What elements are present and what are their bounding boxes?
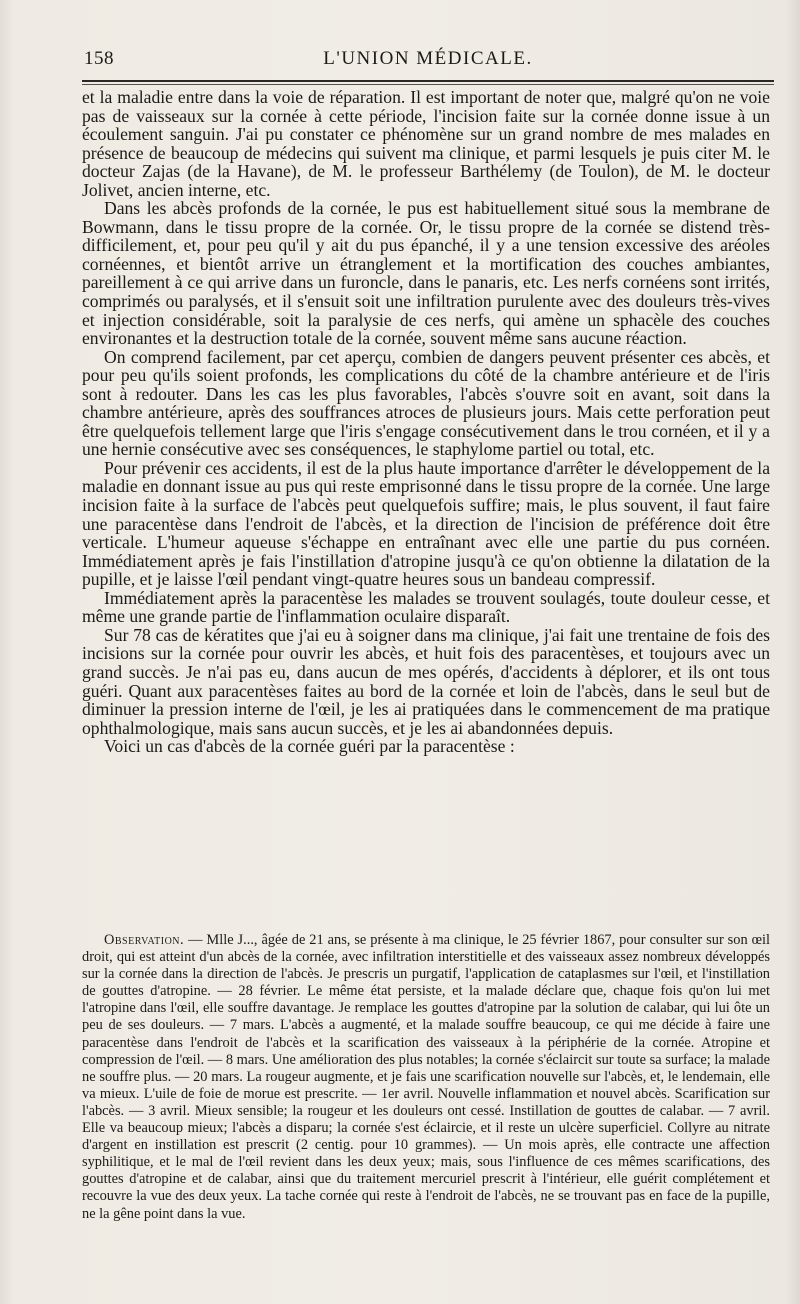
main-text bbox=[82, 88, 770, 756]
header-rule-thin bbox=[82, 84, 774, 85]
paragraph: Dans les abcès profonds de la cornée, le pus est habituellement situé sous la membrane de Bowmann, dans le tissu propre de la cornée. Or, le tissu propre de la cornée se distend très-difficilement, et, pour peu qu'il y ait du pus épanché, il y a une tension excessive des aréoles cornéennes, et bientôt arrive un étranglement et la mortification des couches ambiantes, pareillement à ce qui arrive dans un furoncle, dans le panaris, etc. Les nerfs cornéens sont irrités, comprimés ou paralysés, et il s'ensuit soit une infiltration purulente avec des douleurs très-vives et injection considérable, soit la paralysie de ces nerfs, qui amène un sphacèle des couches environantes et la destruction totale de la cornée, souvent même sans aucune réaction. bbox=[82, 198, 770, 349]
running-title: L'UNION MÉDICALE. bbox=[323, 48, 533, 69]
page-number: 158 bbox=[84, 48, 114, 69]
observation-block bbox=[82, 932, 770, 1223]
paragraph: Immédiatement après la paracentèse les malades se trouvent soulagés, toute douleur cesse, et même une grande partie de l'inflammation oculaire disparaît. bbox=[82, 587, 770, 627]
observation-paragraph bbox=[82, 932, 770, 1223]
observation-label: Observation. bbox=[104, 932, 185, 948]
paragraph: et la maladie entre dans la voie de réparation. Il est important de noter que, malgré qu'on ne voie pas de vaisseaux sur la cornée à cette période, l'incision faite sur la cornée donne issue à un écoulement sanguin. J'ai pu constater ce phénomène sur un grand nombre de mes malades en présence de beaucoup de médecins qui suivent ma clinique, et parmi lesquels je puis citer M. le docteur Zajas (de la Havane), de M. le professeur Barthélemy (de Toulon), de M. le docteur Jolivet, ancien interne, etc. bbox=[82, 87, 770, 200]
paragraph: Voici un cas d'abcès de la cornée guéri par la paracentèse : bbox=[104, 736, 515, 757]
paragraph: On comprend facilement, par cet aperçu, combien de dangers peuvent présenter ces abcès, et pour peu qu'ils soient profonds, les complications du côté de la chambre antérieure et de l'iris sont à redouter. Dans les cas les plus favorables, l'abcès s'ouvre soit en avant, soit dans la chambre antérieure, après des souffrances atroces de plusieurs jours. Mais cette perforation peut être quelquefois tellement large que l'iris s'engage consécutivement dans le trou cornéen, et il y a une hernie consécutive avec ses conséquences, le staphylome partiel ou total, etc. bbox=[82, 346, 770, 460]
header-rule bbox=[82, 80, 774, 82]
paragraph: Pour prévenir ces accidents, il est de la plus haute importance d'arrêter le développement de la maladie en donnant issue au pus qui reste emprisonné dans le tissu propre de la cornée. Une large incision faite à la surface de l'abcès peut quelquefois suffire; mais, le plus souvent, il faut faire une paracentèse dans l'endroit de l'abcès, et la direction de l'incision de préférence doit être verticale. L'humeur aqueuse s'échappe en entraînant avec elle une partie du pus cornéen. Immédiatement après je fais l'instillation d'atropine jusqu'à ce qu'on obtienne la dilatation de la pupille, et je laisse l'œil pendant vingt-quatre heures sous un bandeau compressif. bbox=[82, 457, 770, 590]
paragraph: Sur 78 cas de kératites que j'ai eu à soigner dans ma clinique, j'ai fait une trentaine de fois des incisions sur la cornée pour ouvrir les abcès, et huit fois des paracentèses, et toujours avec un grand succès. Je n'ai pas eu, dans aucun de mes opérés, d'accidents à déplorer, et ils ont tous guéri. Quant aux paracentèses faites au bord de la cornée et loin de l'abcès, dans le seul but de diminuer la pression interne de l'œil, je les ai pratiquées dans le commencement de ma pratique ophthalmologique, mais sans aucun succès, et je les ai abandonnées depuis. bbox=[82, 624, 770, 738]
page-header bbox=[82, 44, 774, 76]
observation-text: — Mlle J..., âgée de 21 ans, se présente à ma clinique, le 25 février 1867, pour consulter sur son œil droit, qui est atteint d'un abcès de la cornée, avec infiltration interstitielle et des vaisseaux assez nombreux développés sur la cornée dans la direction de l'abcès. Je prescris un purgatif, l'application de cataplasmes sur l'œil, et l'instillation de gouttes d'atropine. — 28 février. Le même état persiste, et la malade déclare que, chaque fois qu'on lui met l'atropine dans l'œil, elle souffre davantage. Je remplace les gouttes d'atropine par la solution de calabar, qui lui ôte un peu de ses douleurs. — 7 mars. L'abcès a augmenté, et la malade souffre beaucoup, ce qui me décide à faire une paracentèse dans l'endroit de l'abcès et la scarification des vaisseaux à la périphérie de la cornée. Atropine et compression de l'œil. — 8 mars. Une amélioration des plus notables; la cornée s'éclaircit sur toute sa surface; la malade ne souffre plus. — 20 mars. La rougeur augmente, et je fais une scarification nouvelle sur l'abcès, et, le lendemain, elle va mieux. L'uile de foie de morue est prescrite. — 1er avril. Nouvelle inflammation et nouvel abcès. Scarification sur l'abcès. — 3 avril. Mieux sensible; la rougeur et les douleurs ont cessé. Instillation de gouttes de calabar. — 7 avril. Elle va beaucoup mieux; l'abcès a disparu; la cornée s'est éclaircie, et il reste un ulcère superficiel. Collyre au nitrate d'argent en instillation est prescrit (2 centig. pour 10 grammes). — Un mois après, elle contracte une affection syphilitique, et le mal de l'œil revient dans les deux yeux; mais, sous l'influence de ces mêmes scarifications, des gouttes d'atropine et de calabar, ainsi que du traitement mercuriel prescrit à l'intérieur, elle guérit complétement et recouvre la vue des deux yeux. La tache cornée qui reste à l'endroit de l'abcès, ne se trouvant pas en face de la pupille, ne la gêne point dans la vue. bbox=[82, 932, 770, 1222]
